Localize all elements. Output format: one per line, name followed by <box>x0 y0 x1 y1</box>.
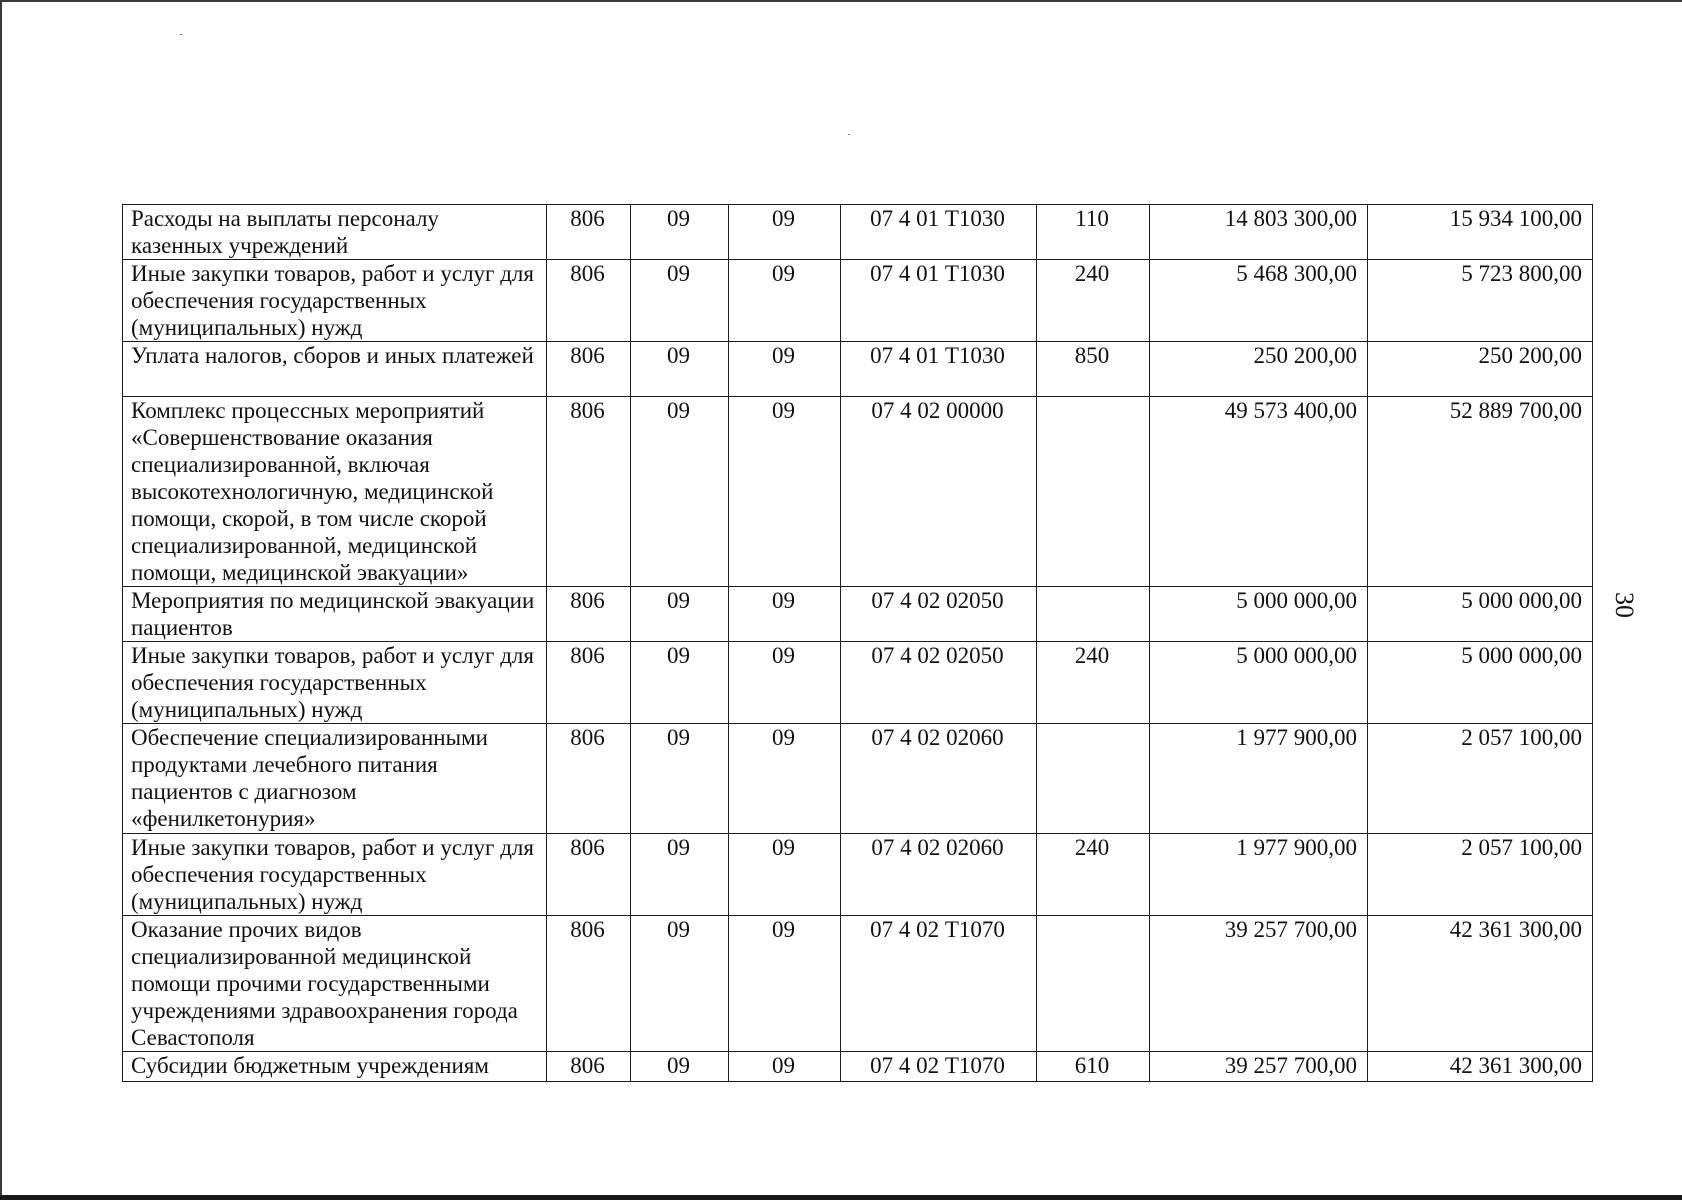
cell-expense-type: 850 <box>1037 342 1150 397</box>
cell-amount-1: 1 977 900,00 <box>1150 724 1368 834</box>
table-row <box>123 342 1593 397</box>
table-row <box>123 642 1593 724</box>
table-body <box>123 205 1593 1082</box>
cell-expense-type: 240 <box>1037 642 1150 724</box>
cell-expense-type <box>1037 916 1150 1052</box>
scan-speck <box>180 34 182 35</box>
cell-section: 09 <box>631 834 729 916</box>
cell-subsection: 09 <box>729 1052 841 1082</box>
cell-amount-2: 2 057 100,00 <box>1368 724 1593 834</box>
budget-table-container <box>122 204 1593 1082</box>
cell-name: Иные закупки товаров, работ и услуг для обеспечения государственных (муниципальных) нужд <box>123 260 547 342</box>
cell-amount-2: 42 361 300,00 <box>1368 1052 1593 1082</box>
cell-amount-1: 1 977 900,00 <box>1150 834 1368 916</box>
cell-target-article: 07 4 02 02050 <box>841 642 1037 724</box>
cell-grbs: 806 <box>547 260 631 342</box>
cell-target-article: 07 4 02 00000 <box>841 397 1037 587</box>
cell-amount-1: 5 000 000,00 <box>1150 587 1368 642</box>
cell-grbs: 806 <box>547 834 631 916</box>
cell-section: 09 <box>631 1052 729 1082</box>
cell-amount-2: 5 000 000,00 <box>1368 642 1593 724</box>
cell-grbs: 806 <box>547 1052 631 1082</box>
cell-expense-type: 110 <box>1037 205 1150 260</box>
cell-target-article: 07 4 02 Т1070 <box>841 916 1037 1052</box>
cell-section: 09 <box>631 642 729 724</box>
cell-section: 09 <box>631 587 729 642</box>
cell-subsection: 09 <box>729 834 841 916</box>
cell-subsection: 09 <box>729 724 841 834</box>
cell-amount-1: 14 803 300,00 <box>1150 205 1368 260</box>
cell-target-article: 07 4 02 Т1070 <box>841 1052 1037 1082</box>
cell-section: 09 <box>631 260 729 342</box>
cell-expense-type <box>1037 587 1150 642</box>
cell-name: Мероприятия по медицинской эвакуации пациентов <box>123 587 547 642</box>
page-number: 30 <box>1610 592 1639 618</box>
table-row <box>123 834 1593 916</box>
cell-grbs: 806 <box>547 205 631 260</box>
cell-subsection: 09 <box>729 587 841 642</box>
budget-table <box>122 204 1593 1082</box>
cell-name: Оказание прочих видов специализированной медицинской помощи прочими государственными учреждениями здравоохранения города Севастополя <box>123 916 547 1052</box>
table-row <box>123 205 1593 260</box>
cell-target-article: 07 4 01 Т1030 <box>841 205 1037 260</box>
table-row <box>123 397 1593 587</box>
cell-expense-type: 240 <box>1037 260 1150 342</box>
cell-name: Уплата налогов, сборов и иных платежей <box>123 342 547 397</box>
cell-subsection: 09 <box>729 397 841 587</box>
table-row <box>123 724 1593 834</box>
cell-subsection: 09 <box>729 916 841 1052</box>
cell-expense-type: 240 <box>1037 834 1150 916</box>
table-row <box>123 260 1593 342</box>
cell-grbs: 806 <box>547 724 631 834</box>
cell-expense-type <box>1037 724 1150 834</box>
scan-bottom-edge <box>0 1195 1682 1200</box>
cell-grbs: 806 <box>547 397 631 587</box>
cell-target-article: 07 4 01 Т1030 <box>841 260 1037 342</box>
cell-name: Иные закупки товаров, работ и услуг для обеспечения государственных (муниципальных) нужд <box>123 642 547 724</box>
cell-amount-2: 15 934 100,00 <box>1368 205 1593 260</box>
table-row <box>123 1052 1593 1082</box>
cell-name: Субсидии бюджетным учреждениям <box>123 1052 547 1082</box>
cell-target-article: 07 4 02 02060 <box>841 724 1037 834</box>
cell-subsection: 09 <box>729 642 841 724</box>
cell-amount-2: 42 361 300,00 <box>1368 916 1593 1052</box>
scan-speck <box>848 134 850 135</box>
cell-grbs: 806 <box>547 642 631 724</box>
cell-expense-type: 610 <box>1037 1052 1150 1082</box>
cell-amount-1: 39 257 700,00 <box>1150 916 1368 1052</box>
cell-name: Иные закупки товаров, работ и услуг для обеспечения государственных (муниципальных) нужд <box>123 834 547 916</box>
cell-target-article: 07 4 02 02050 <box>841 587 1037 642</box>
cell-subsection: 09 <box>729 205 841 260</box>
cell-target-article: 07 4 01 Т1030 <box>841 342 1037 397</box>
cell-target-article: 07 4 02 02060 <box>841 834 1037 916</box>
cell-amount-1: 49 573 400,00 <box>1150 397 1368 587</box>
cell-grbs: 806 <box>547 587 631 642</box>
cell-amount-1: 5 468 300,00 <box>1150 260 1368 342</box>
cell-amount-2: 5 723 800,00 <box>1368 260 1593 342</box>
cell-amount-2: 250 200,00 <box>1368 342 1593 397</box>
cell-amount-1: 39 257 700,00 <box>1150 1052 1368 1082</box>
cell-subsection: 09 <box>729 260 841 342</box>
cell-amount-2: 52 889 700,00 <box>1368 397 1593 587</box>
cell-section: 09 <box>631 724 729 834</box>
cell-section: 09 <box>631 397 729 587</box>
cell-section: 09 <box>631 916 729 1052</box>
cell-amount-1: 5 000 000,00 <box>1150 642 1368 724</box>
cell-amount-1: 250 200,00 <box>1150 342 1368 397</box>
cell-amount-2: 2 057 100,00 <box>1368 834 1593 916</box>
cell-section: 09 <box>631 342 729 397</box>
cell-amount-2: 5 000 000,00 <box>1368 587 1593 642</box>
table-row <box>123 916 1593 1052</box>
cell-grbs: 806 <box>547 916 631 1052</box>
cell-grbs: 806 <box>547 342 631 397</box>
cell-name: Обеспечение специализированными продуктами лечебного питания пациентов с диагнозом «фенилкетонурия» <box>123 724 547 834</box>
cell-name: Комплекс процессных мероприятий «Совершенствование оказания специализированной, включая высокотехнологичную, медицинской помощи, скорой, в том числе скорой специализированной, медицинской помощи, медицинской эвакуации» <box>123 397 547 587</box>
cell-section: 09 <box>631 205 729 260</box>
cell-name: Расходы на выплаты персоналу казенных учреждений <box>123 205 547 260</box>
table-row <box>123 587 1593 642</box>
cell-expense-type <box>1037 397 1150 587</box>
cell-subsection: 09 <box>729 342 841 397</box>
